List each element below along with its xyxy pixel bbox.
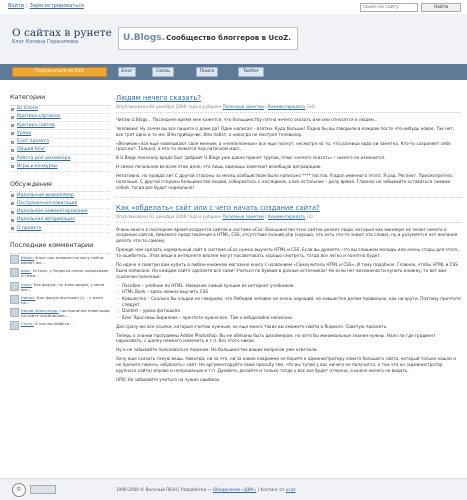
post-paragraph: «Великие» все еще навязывают свое мнение, а «непоклонные» все еще плачут, несмотря на то, что разница едва ли заметна. Кто-то сохраняет себя (рассмот. Только), а кто-то ложится под натиском масс. bbox=[116, 140, 451, 152]
comment-text: А как вы любите... bbox=[35, 321, 73, 327]
comment-text-wrap bbox=[21, 308, 110, 318]
resource-link-item[interactable]: – Dantert – уроки фотошопа bbox=[116, 308, 461, 314]
post-date: Опубликовано 04 декабря 2008 года в рубрике bbox=[116, 104, 222, 110]
avatar[interactable] bbox=[10, 308, 19, 317]
register-link[interactable]: Зарегистрироваться bbox=[29, 3, 84, 9]
footer-copy-text: 1990-2009 © Веселый ПЮН | Разработка — bbox=[116, 487, 212, 492]
comment-author[interactable]: Bowie: bbox=[21, 255, 35, 261]
comment-author[interactable]: Гость: bbox=[21, 321, 34, 327]
nav-blog[interactable]: Блог bbox=[118, 67, 136, 77]
post-meta: Опубликовано 01 декабря 2008 года в рубрике Полезные заметки | Комментировать (3) bbox=[116, 214, 461, 223]
post-paragraph: Человеки! Ну зачем вы все пишите о доме да? Один написал – взятки. Куда больше! Ладно бы вы говорили в каждом посте что-нибудь новое. Так нет, все грят одно и то же. Или приборчик. Или побег, а никогда не смотрел телевизор. bbox=[116, 125, 455, 137]
banner-text: Сообщество блоггеров в UcoZ. bbox=[166, 33, 291, 42]
post-paragraph: Ну и не забывайте пользоваться поиском. На большинство ваших вопросов уже ответили. bbox=[116, 347, 318, 353]
discussion-item[interactable] bbox=[10, 200, 110, 208]
category-item[interactable] bbox=[10, 155, 110, 163]
comment-text-wrap bbox=[21, 321, 73, 330]
comment-author[interactable]: ваас: bbox=[21, 268, 32, 274]
discussion-heading: Обсуждение bbox=[10, 180, 53, 188]
category-link[interactable]: Блог проекта bbox=[17, 139, 49, 145]
post-update-note: UPD: Не забывайте учиться на чужих ошибках. bbox=[116, 376, 221, 382]
post-comment-count: (3) bbox=[306, 213, 313, 219]
post-paragraph: В U.Blogs поначалу вроде был 'добрый' U.Blogs уже давно принят трупов, плюс «нечего сказать» – ничего не изменится. bbox=[116, 155, 386, 161]
category-item[interactable] bbox=[10, 114, 110, 122]
auth-separator: | bbox=[25, 3, 28, 9]
avatar[interactable] bbox=[10, 282, 19, 291]
comment-text: А вот как правило не могу найти, имеют же... bbox=[21, 255, 105, 266]
post-category-link[interactable]: Полезные заметки bbox=[222, 104, 264, 110]
category-item[interactable] bbox=[10, 147, 110, 155]
footer-dev-link[interactable]: Обединение «ДИА» bbox=[213, 487, 257, 492]
comment-item bbox=[10, 280, 110, 293]
post-comment-count: (34) bbox=[306, 104, 316, 110]
discussion-item[interactable] bbox=[10, 225, 110, 233]
category-link[interactable]: Общий блог bbox=[17, 147, 46, 153]
category-link[interactable]: Работа для дизайнера bbox=[17, 155, 71, 161]
comment-text-wrap bbox=[21, 282, 110, 292]
site-title[interactable]: О сайтах в рунете bbox=[12, 27, 112, 39]
post-paragraph: Прежде чем сделать нормальный сайт в системе uCoz нужно выучить HTML и CSS. Если вы думаете, что вы слишком молоды или очень стары для этого, то ошибетесь. Этих вещи в интернете вполне могут посоветовать хорошо смотреть, тогда все легко и понятно будет. bbox=[116, 247, 459, 258]
footer bbox=[0, 478, 467, 500]
resource-links bbox=[116, 283, 461, 321]
category-link[interactable]: Игры и конкурсы bbox=[17, 163, 58, 169]
categories-heading: Категории bbox=[10, 94, 46, 101]
discussion-item[interactable] bbox=[10, 217, 110, 225]
discussion-item[interactable] bbox=[10, 209, 110, 217]
resource-link-item[interactable]: – Ковшестко – Сколько бы эльдеи не говорили, что Лебедев человек не очень хороший, но ковшестко делом правильно, как ни крути. Поэтому прочтите следует. bbox=[116, 296, 461, 307]
comment-text-wrap bbox=[21, 295, 110, 305]
main-content bbox=[116, 94, 461, 389]
post-comment-link[interactable]: Комментировать bbox=[267, 104, 306, 110]
search-button[interactable]: Найти bbox=[421, 3, 461, 12]
avatar[interactable] bbox=[10, 255, 19, 264]
post-paragraph: Негативно, но правда ли? С другой стороны за месяц сообществом было написано **** постов. Я вдал именного этого. Я рад. Респект. Присмотритесь полезные. С другой стороны большинство людей, собираетесь с наследием, а все остальное – делу время. Главное не забывайте оставаться самими собой, тогда все будет нормально! bbox=[116, 173, 453, 190]
comment-item bbox=[10, 293, 110, 306]
nav-contact[interactable]: Связь bbox=[152, 67, 174, 77]
nav-search[interactable]: Поиск bbox=[196, 67, 218, 77]
comment-text-wrap bbox=[21, 255, 110, 265]
discussion-link[interactable]: О проекте bbox=[17, 225, 42, 231]
search-input[interactable] bbox=[360, 3, 418, 12]
avatar[interactable] bbox=[10, 321, 19, 330]
comment-text: Как форум фотошоп (:) – у меня на... bbox=[21, 294, 103, 305]
comment-author[interactable]: Кирюс: bbox=[21, 294, 36, 300]
comments-heading: Последние комментарии bbox=[10, 242, 94, 250]
login-link[interactable]: Войти bbox=[8, 3, 24, 9]
resource-link-item[interactable]: – HTML Book – здесь можно выучить CSS bbox=[116, 289, 461, 295]
blog-post bbox=[116, 94, 461, 191]
comment-text: постранично навигация на сайте Алейникова... bbox=[21, 307, 110, 318]
comment-item bbox=[10, 306, 110, 319]
rss-subscribe-button[interactable]: Подписаться на RSS bbox=[12, 67, 107, 77]
comment-item bbox=[10, 254, 110, 267]
post-paragraph: Очень много в последнее время создается сайтов в системе uCoz. Большинство этих сайтов делает люди, которые как минимум не знают ничего о создании сайтов. Никакого представления о HTML, CSS, отсутствие знаний php (хорошо, что хоть это-то знают это слово), ну и разумеется нет желания делать что-то самому. bbox=[116, 226, 458, 244]
discussion-item[interactable] bbox=[10, 192, 110, 200]
discussion-link[interactable]: Идеальное комментирование bbox=[17, 209, 88, 215]
comment-author[interactable]: Кирюс Александр: bbox=[21, 307, 59, 313]
categories-list bbox=[10, 105, 110, 172]
post-date: Опубликовано 01 декабря 2008 года в рубрике bbox=[116, 213, 222, 219]
post-paragraph: По ндаче я советую вам купить в любом книжном магазине книгу с названием «Самоучитель HTML и CSS». И тому подобное. Главное, чтобы HTML и CSS было написано. На каждом сайте сделаете все сами! Учиться по буквам в разные источниках! Но если нет возможности купить книжку, то вот вам ссылочки полезные: bbox=[116, 261, 458, 279]
comment-item bbox=[10, 320, 110, 332]
top-bar bbox=[0, 0, 467, 14]
avatar[interactable] bbox=[10, 268, 19, 277]
post-divider bbox=[116, 197, 461, 198]
comment-text: Как форум, не знаю вроде, у меня вот... bbox=[21, 281, 105, 292]
footer-host-link[interactable]: ucoz bbox=[285, 487, 296, 492]
ublogs-banner[interactable] bbox=[118, 27, 298, 50]
resource-link-item[interactable]: – Блог Ярославы Бирилева – прочтите нужно все. Там о вебдизайне написано. bbox=[116, 315, 461, 321]
post-comment-link[interactable]: Комментировать bbox=[267, 213, 306, 219]
nav-twitter[interactable]: Twitter bbox=[238, 67, 264, 77]
resource-link-item[interactable]: – Пособие – учебник по HTML. Наверное самый лучшие из интернет учебников. bbox=[116, 283, 461, 289]
site-subtitle: Блог Копина Герасимова bbox=[12, 39, 79, 45]
banner-brand: U.Blogs. bbox=[123, 33, 166, 44]
recent-comments bbox=[10, 253, 110, 332]
category-link[interactable]: Уроки bbox=[17, 130, 31, 136]
category-item[interactable] bbox=[10, 139, 110, 147]
post-body bbox=[116, 227, 461, 383]
comment-text: Устали, у Яндекса очень покрасивее и тоже... bbox=[21, 268, 109, 279]
category-link[interactable]: Вс Блоги bbox=[17, 106, 38, 112]
category-item[interactable] bbox=[10, 130, 110, 138]
category-link[interactable]: Критика картинок bbox=[17, 114, 61, 120]
post-meta: Опубликовано 04 декабря 2008 года в рубрике Полезные заметки | Комментировать (34) bbox=[116, 104, 461, 113]
sidebar bbox=[10, 94, 110, 332]
post-title[interactable]: Людям нечего сказать? bbox=[116, 94, 201, 102]
category-item[interactable] bbox=[10, 163, 110, 171]
copyright-logo-icon: © bbox=[12, 483, 26, 497]
post-body bbox=[116, 117, 461, 191]
post-paragraph: Читаю U.Blogs... Последнее время мне кажется, что большинству пятна нечего сказать или они относятся к людям... bbox=[116, 116, 378, 122]
footer-tail-text: | Хостинг от bbox=[257, 487, 285, 492]
auth-links bbox=[8, 3, 84, 10]
post-paragraph: Дал сразу же все ссылки, которые считаю нужным, но еще много таких вы сможете найти в Яндексе. Советую поискать. bbox=[116, 323, 388, 329]
post-paragraph: Н самое печальное во всем этом деле, что лишь единицы замечают всеобщую деградацию. bbox=[116, 164, 322, 170]
discussion-link[interactable]: Идеальный видеоплеер bbox=[17, 192, 74, 198]
footer-copyright bbox=[116, 487, 295, 493]
comment-item bbox=[10, 267, 110, 280]
blog-post bbox=[116, 204, 461, 383]
category-link[interactable]: Критика сайтов bbox=[17, 122, 55, 128]
post-category-link[interactable]: Полезные заметки bbox=[222, 213, 264, 219]
category-item[interactable] bbox=[10, 106, 110, 114]
post-paragraph: Хочу еще сказать такую вещь. Никогда, ни за что, ни за какие коврижки не берите к администратору самого большого сайта, который только нашли и не просите помочь «обделать» сайт. Не аргументируйте свою просьбу тем, что вы тупой у вас ничего не получится, о том что он (администратор крупного сайта) вправе и непрошеным и т.п. Думайте, делайте и только тогда у вас все будет отлично, а иначе ничего не видать. bbox=[116, 356, 456, 373]
comment-author[interactable]: Алек: bbox=[21, 281, 33, 287]
post-title[interactable]: Как «обделать» сайт или с чего начать создание сайта? bbox=[116, 203, 320, 212]
comment-text-wrap bbox=[21, 268, 110, 278]
discussion-link[interactable]: Идеальная авторизация bbox=[17, 217, 75, 223]
category-item[interactable] bbox=[10, 122, 110, 130]
post-paragraph: Теперь о знании программы Adobe Photoshop. Вы не обязаны быть дизайнером, но хотя бы минимальные знания нужны. Нало ли где градиент нарисовать, с шапку немного изменить и т.п. без этого никак. bbox=[116, 332, 436, 344]
discussion-link[interactable]: Постраничная навигация bbox=[17, 200, 78, 206]
discussion-list bbox=[10, 191, 110, 233]
counter-badge[interactable] bbox=[30, 485, 56, 494]
avatar[interactable] bbox=[10, 295, 19, 304]
